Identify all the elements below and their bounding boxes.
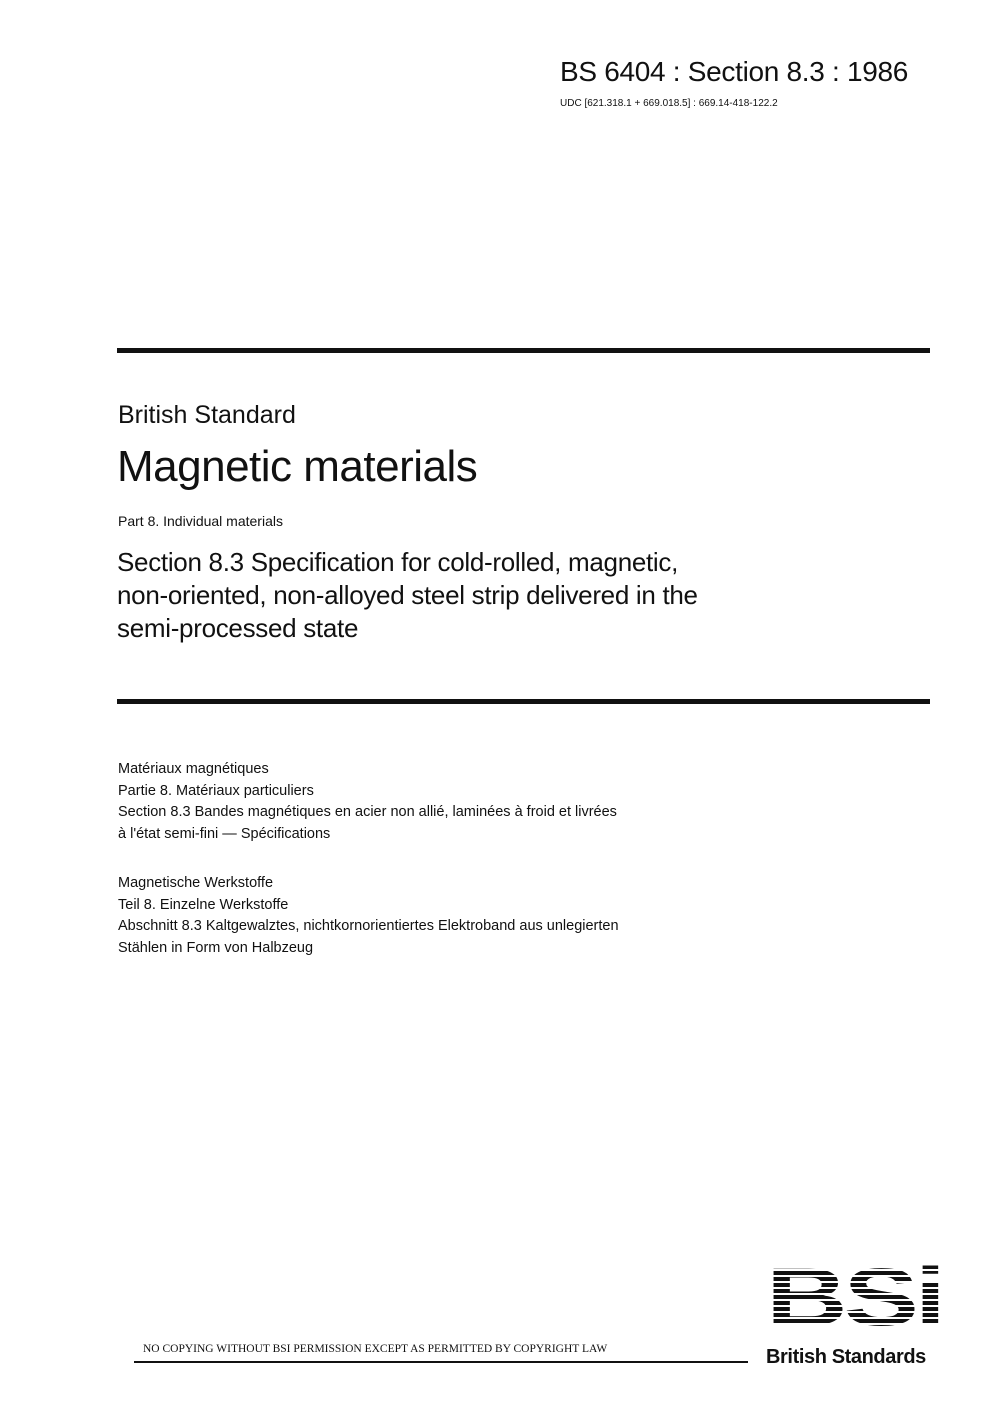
copyright-notice: NO COPYING WITHOUT BSI PERMISSION EXCEPT AS PERMITTED BY COPYRIGHT LAW bbox=[143, 1343, 608, 1355]
part-line: Part 8. Individual materials bbox=[118, 513, 283, 529]
german-title-line: Stählen in Form von Halbzeug bbox=[118, 939, 314, 956]
section-title-line: Section 8.3 Specification for cold-rolled, magnetic, bbox=[117, 547, 679, 577]
copyright-underline bbox=[134, 1361, 748, 1363]
main-title: Magnetic materials bbox=[117, 442, 478, 491]
standard-label: British Standard bbox=[118, 401, 296, 429]
bottom-divider bbox=[117, 699, 930, 704]
bsi-logo bbox=[766, 1265, 942, 1327]
section-title-line: non-oriented, non-alloyed steel strip delivered in the bbox=[117, 580, 698, 610]
french-title-line: Matériaux magnétiques bbox=[118, 761, 269, 777]
french-title-line: Partie 8. Matériaux particuliers bbox=[118, 782, 314, 799]
german-title-line: Magnetische Werkstoffe bbox=[118, 875, 274, 891]
section-title-line: semi-processed state bbox=[117, 613, 359, 643]
section-title bbox=[117, 546, 877, 645]
french-title-block bbox=[118, 759, 818, 845]
bsi-logo-text: BSi bbox=[766, 1265, 942, 1327]
french-title-line: à l'état semi-fini — Spécifications bbox=[118, 825, 331, 842]
udc-classification: UDC [621.318.1 + 669.018.5] : 669.14-418-122.2 bbox=[560, 98, 778, 109]
french-title-line: Section 8.3 Bandes magnétiques en acier non allié, laminées à froid et livrées bbox=[118, 804, 617, 820]
document-number: BS 6404 : Section 8.3 : 1986 bbox=[560, 56, 909, 87]
brand-name: British Standards bbox=[766, 1346, 926, 1368]
top-divider bbox=[117, 348, 930, 353]
german-title-line: Abschnitt 8.3 Kaltgewalztes, nichtkornorientiertes Elektroband aus unlegierten bbox=[118, 918, 619, 934]
german-title-line: Teil 8. Einzelne Werkstoffe bbox=[118, 896, 289, 913]
german-title-block bbox=[118, 873, 818, 959]
